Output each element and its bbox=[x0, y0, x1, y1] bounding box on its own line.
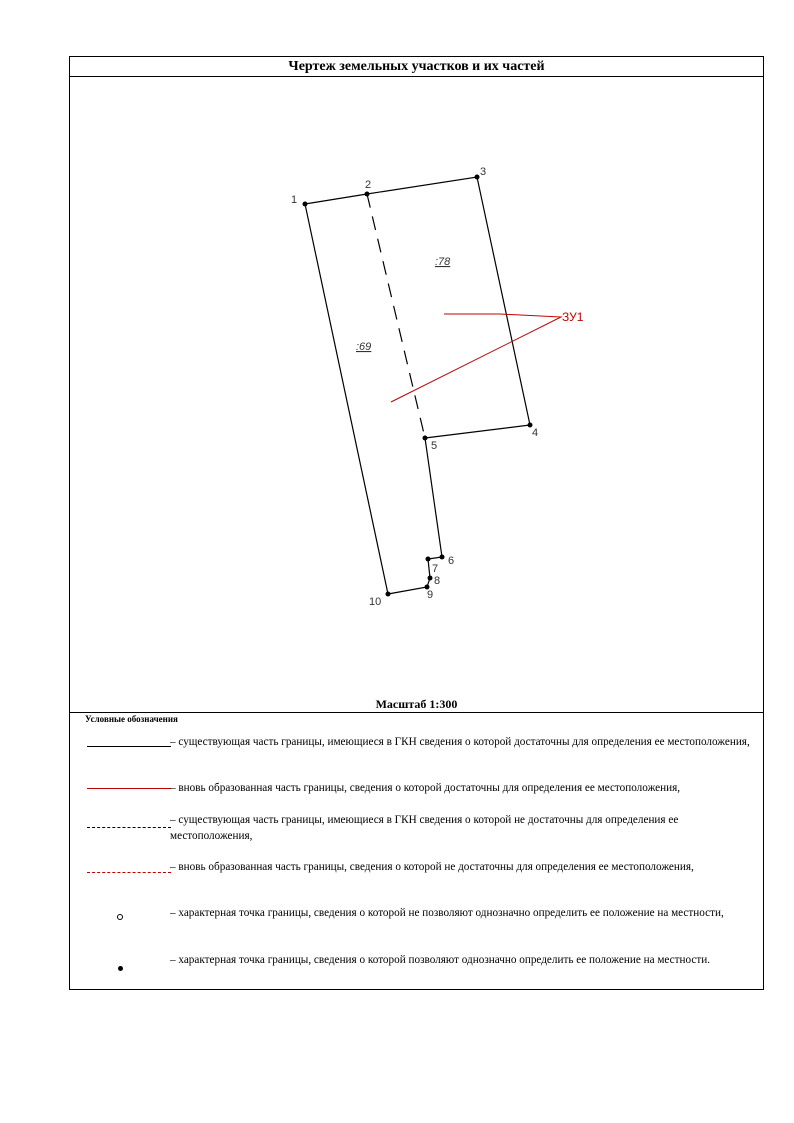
scale-label: Масштаб 1:300 bbox=[375, 697, 458, 711]
point-label: 10 bbox=[369, 596, 382, 608]
point-label: 3 bbox=[480, 166, 487, 178]
point-5 bbox=[423, 436, 428, 441]
point-2 bbox=[365, 192, 370, 197]
point-label: 1 bbox=[291, 194, 298, 206]
new-parcel-label: ЗУ1 bbox=[562, 310, 584, 324]
page-title: Чертеж земельных участков и их частей bbox=[70, 57, 763, 77]
drawing-frame bbox=[69, 56, 764, 990]
point-label: 2 bbox=[365, 179, 372, 191]
legend-item-text: – вновь образованная часть границы, сведения о которой достаточны для определения ее местоположения, bbox=[170, 782, 681, 794]
dashed-black-line-icon bbox=[87, 827, 171, 828]
zu1-leader-line bbox=[391, 314, 561, 402]
legend-item-text: – характерная точка границы, сведения о которой позволяют однозначно определить ее положение на местности. bbox=[170, 954, 711, 966]
legend-item-text: – вновь образованная часть границы, сведения о которой не достаточны для определения ее местоположения, bbox=[170, 861, 694, 873]
point-7 bbox=[426, 557, 431, 562]
dashed-red-line-icon bbox=[87, 872, 171, 873]
open-point-icon bbox=[117, 914, 123, 920]
filled-point-icon bbox=[118, 966, 123, 971]
legend-item-text: – существующая часть границы, имеющиеся в ГКН сведения о которой не достаточны для определения ее местоположения, bbox=[170, 814, 679, 842]
boundary-5-to-1 bbox=[305, 204, 442, 594]
point-label: 9 bbox=[427, 589, 434, 601]
point-1 bbox=[303, 202, 308, 207]
boundary-points bbox=[303, 175, 533, 597]
legend-item-text: – характерная точка границы, сведения о которой не позволяют однозначно определить ее положение на местности, bbox=[170, 907, 724, 919]
point-6 bbox=[440, 555, 445, 560]
point-label: 7 bbox=[432, 563, 439, 575]
boundary-1-2-3-4-5 bbox=[305, 177, 530, 438]
point-3 bbox=[475, 175, 480, 180]
point-label: 5 bbox=[431, 440, 438, 452]
parcel-label-78: :78 bbox=[435, 256, 451, 268]
point-label: 4 bbox=[532, 427, 539, 439]
legend-item-text: – существующая часть границы, имеющиеся в ГКН сведения о которой достаточны для определения ее местоположения, bbox=[170, 736, 750, 748]
point-label: 6 bbox=[448, 555, 455, 567]
solid-red-line-icon bbox=[87, 788, 171, 789]
parcel-label-69: :69 bbox=[356, 341, 372, 353]
parcel-drawing bbox=[70, 57, 763, 707]
point-10 bbox=[386, 592, 391, 597]
solid-black-line-icon bbox=[87, 746, 171, 747]
internal-dashed-boundary bbox=[367, 194, 425, 438]
point-8 bbox=[428, 576, 433, 581]
point-label: 8 bbox=[434, 575, 441, 587]
legend-title: Условные обозначения bbox=[85, 714, 178, 724]
